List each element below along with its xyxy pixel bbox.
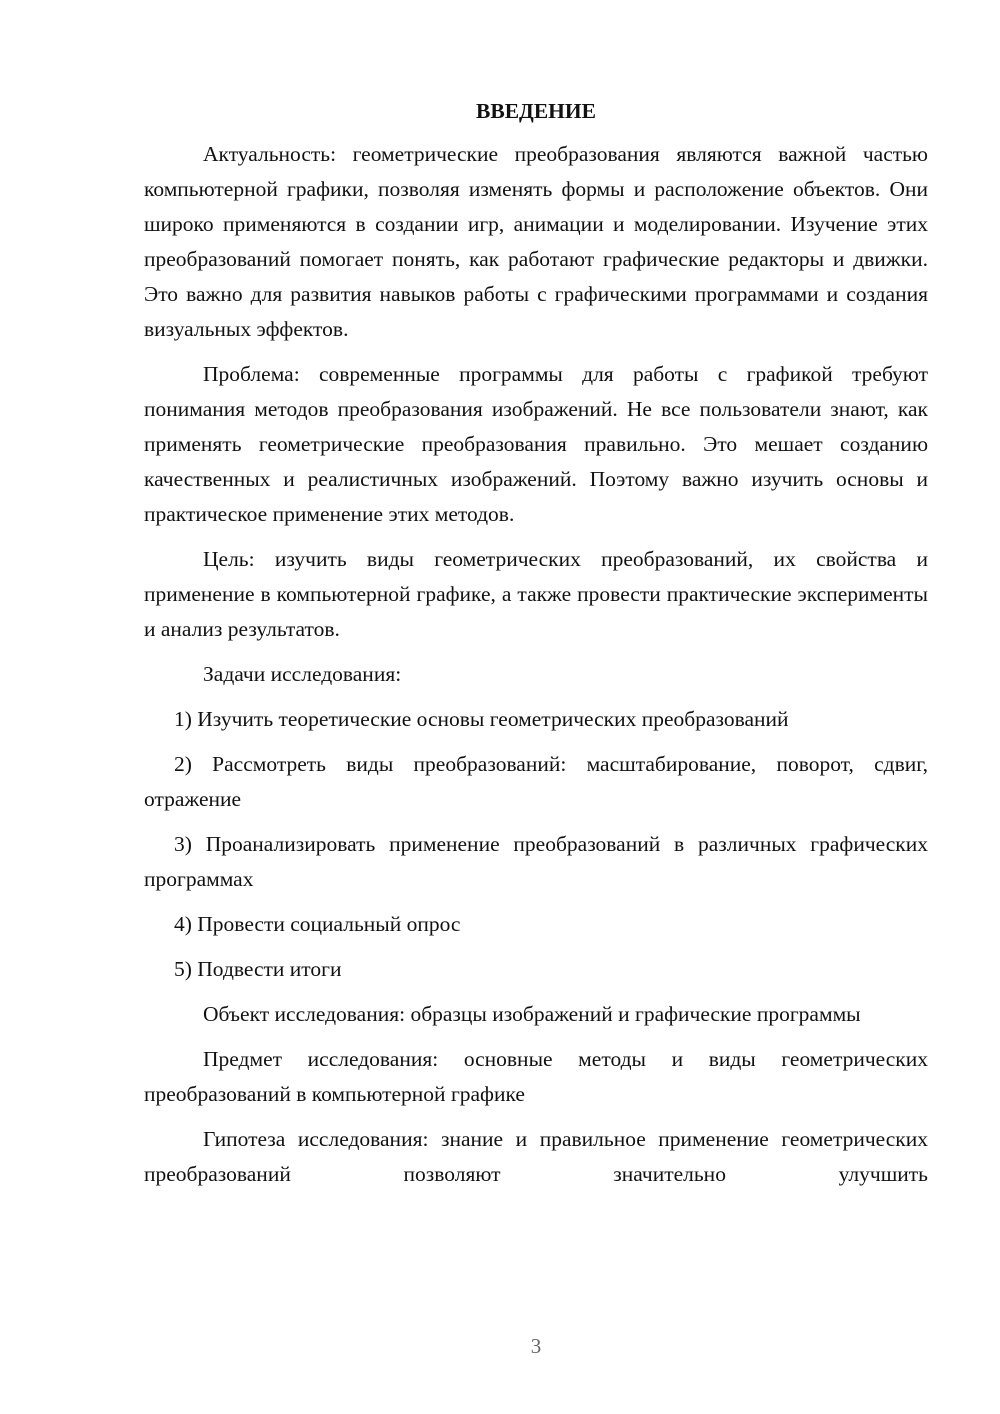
task-item: 2) Рассмотреть виды преобразований: масштабирование, поворот, сдвиг, отражение <box>144 752 928 811</box>
paragraph-relevance: Актуальность: геометрические преобразования являются важной частью компьютерной графики, позволяя изменять формы и расположение объектов. Они широко применяются в создании игр, анимации и моделировании. Изучение этих преобразований помогает понять, как работают графические редакторы и движки. Это важно для развития навыков работы с графическими программами и создания визуальных эффектов. <box>144 142 928 341</box>
task-item: 5) Подвести итоги <box>174 957 342 981</box>
section-title: ВВЕДЕНИЕ <box>476 99 596 123</box>
paragraph-problem: Проблема: современные программы для работы с графикой требуют понимания методов преобразования изображений. Не все пользователи знают, как применять геометрические преобразования правильно. Это мешает созданию качественных и реалистичных изображений. Поэтому важно изучить основы и практическое применение этих методов. <box>144 362 928 526</box>
paragraph-hypothesis: Гипотеза исследования: знание и правильное применение геометрических преобразований позволяют значительно улучшить <box>144 1127 928 1186</box>
task-item: 3) Проанализировать применение преобразований в различных графических программах <box>144 832 928 891</box>
task-item: 4) Провести социальный опрос <box>174 912 461 936</box>
paragraph-object: Объект исследования: образцы изображений и графические программы <box>203 1002 861 1026</box>
paragraph-goal: Цель: изучить виды геометрических преобразований, их свойства и применение в компьютерной графике, а также провести практические эксперименты и анализ результатов. <box>144 547 928 641</box>
page-number: 3 <box>530 1334 542 1358</box>
task-item: 1) Изучить теоретические основы геометрических преобразований <box>174 707 789 731</box>
paragraph-subject: Предмет исследования: основные методы и виды геометрических преобразований в компьютерной графике <box>144 1047 928 1106</box>
document-page <box>144 96 928 1202</box>
paragraph-tasks-heading: Задачи исследования: <box>203 662 402 686</box>
